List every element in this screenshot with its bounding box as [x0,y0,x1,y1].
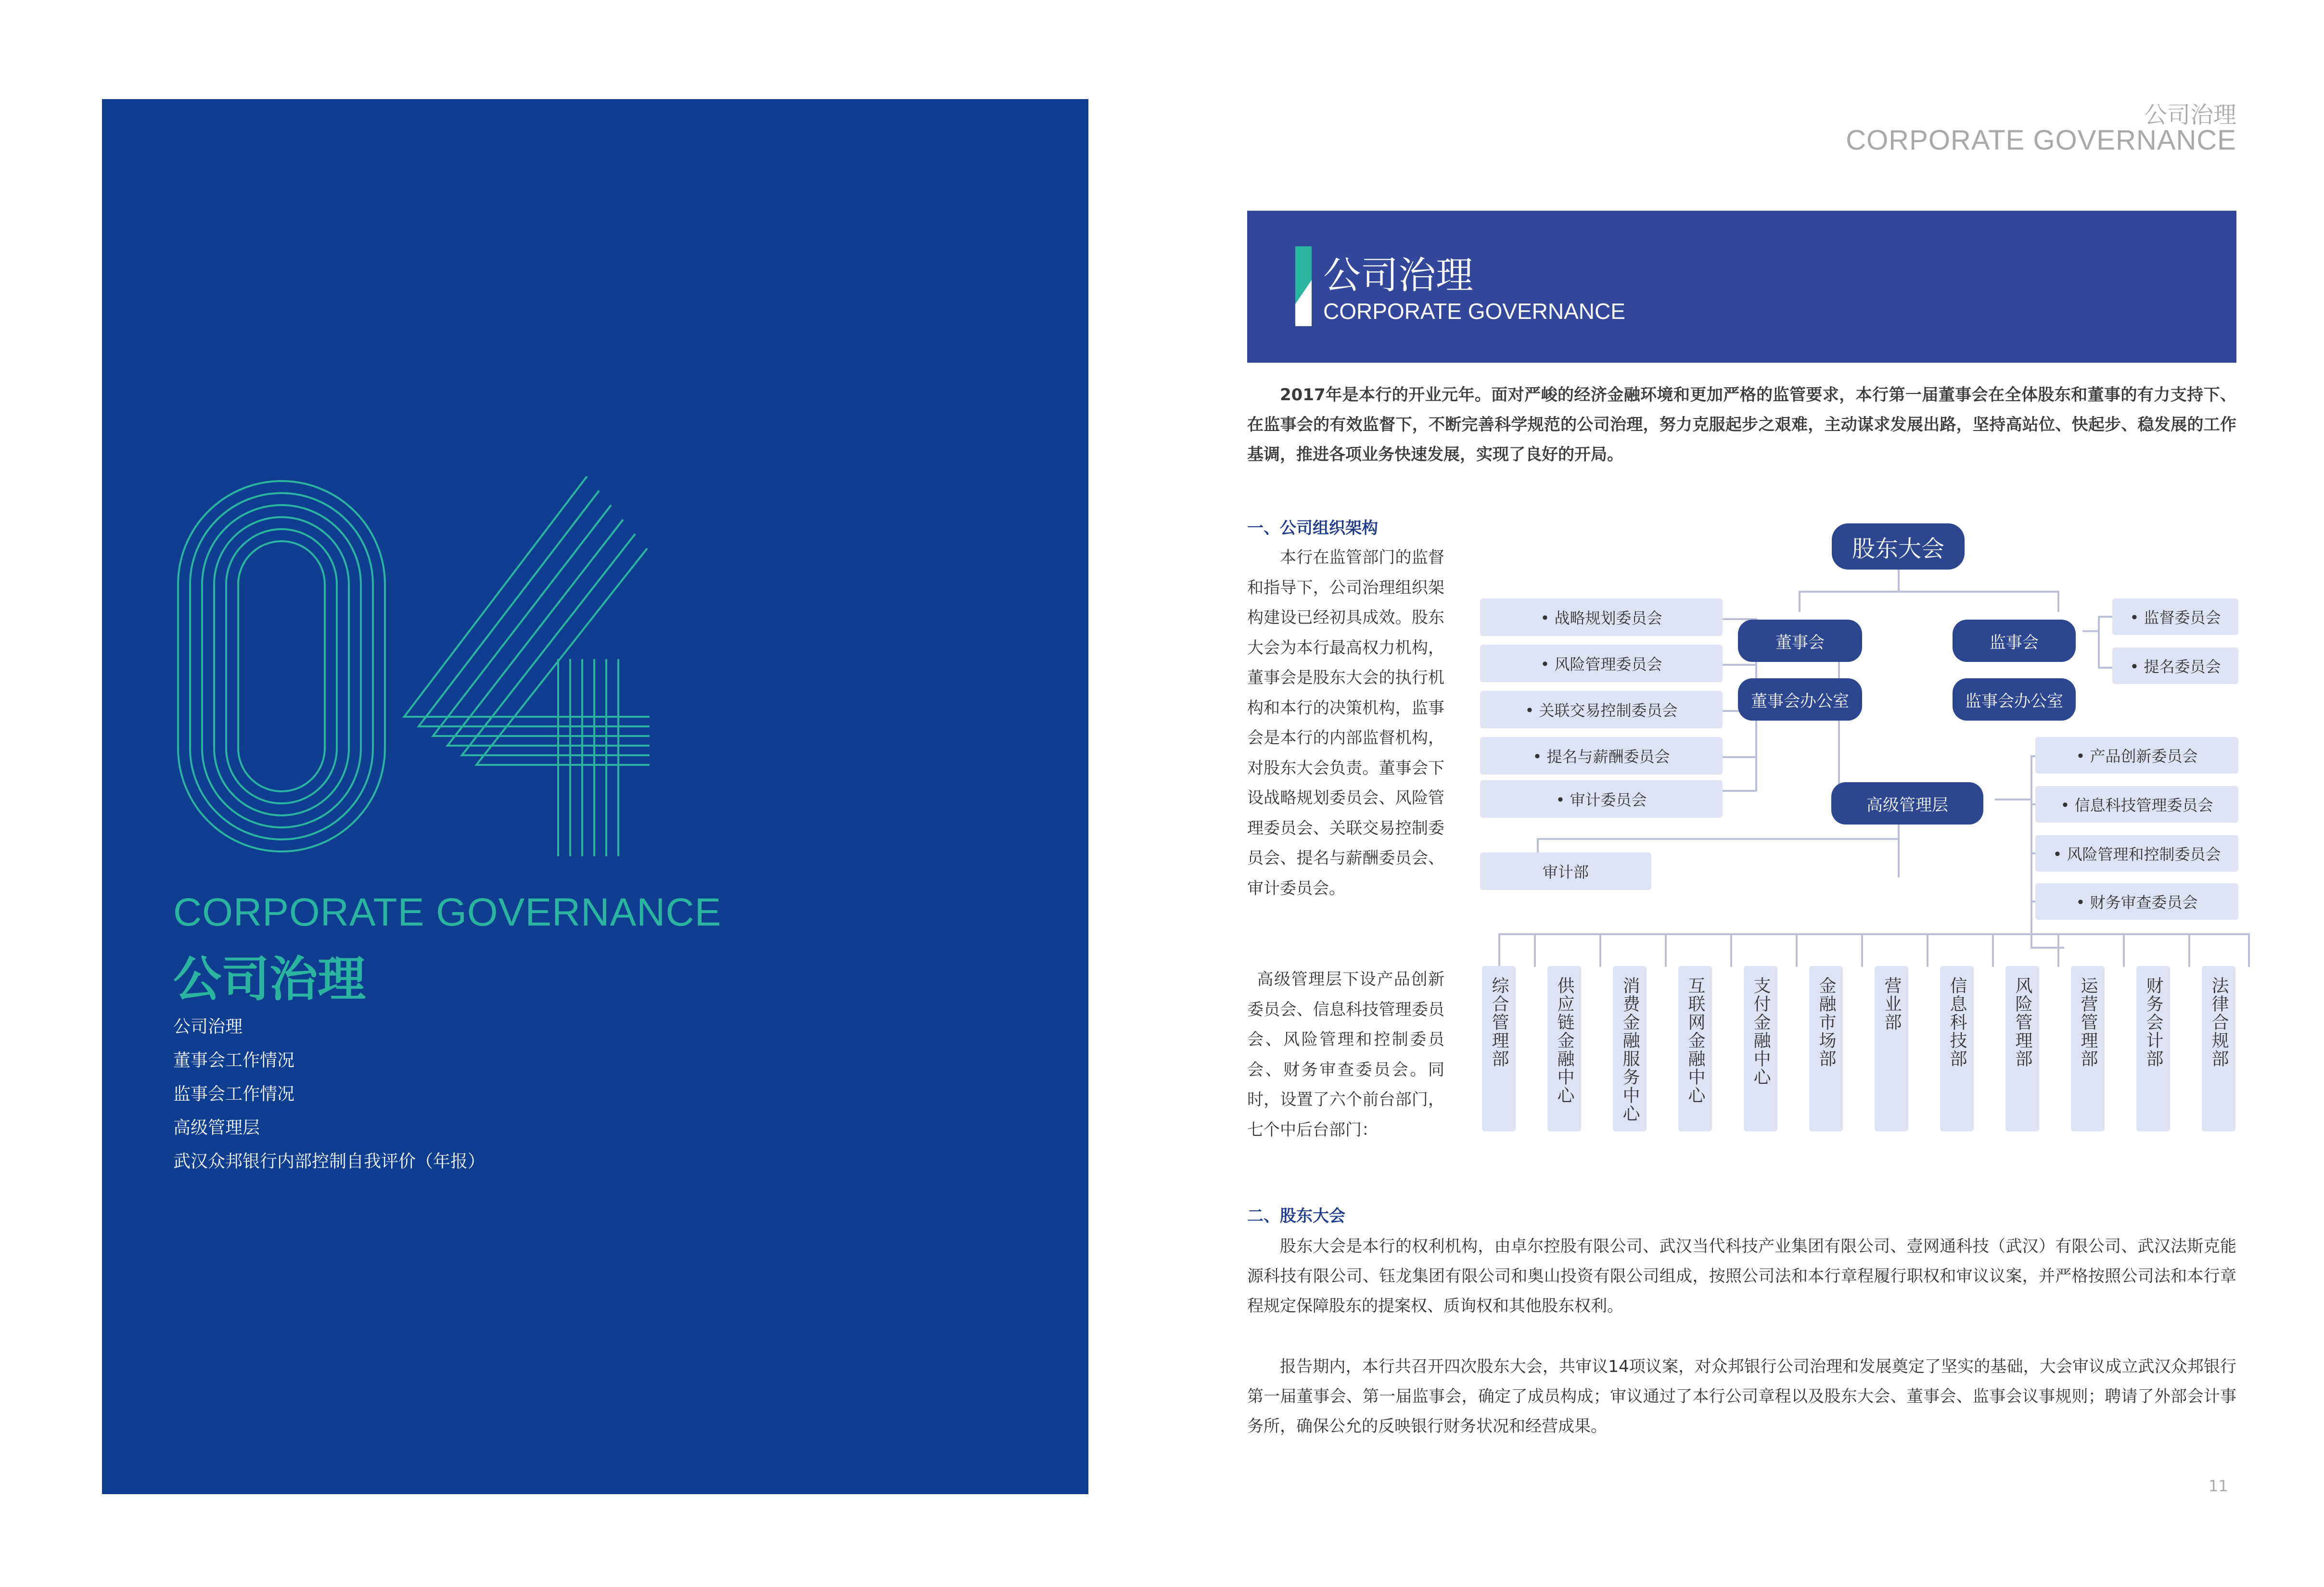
toc-item[interactable]: 公司治理 [173,1017,243,1037]
node-supervisors: 监事会 [1953,620,2076,662]
department: 支付金融中心 [1744,966,1777,1131]
left-title-en: CORPORATE GOVERNANCE [173,890,722,934]
supervisor-committee: • 提名委员会 [2112,647,2238,684]
board-committee: • 审计委员会 [1480,780,1723,818]
department: 风险管理部 [2005,966,2039,1131]
section1-paragraph2: 高级管理层下设产品创新委员会、信息科技管理委员会、风险管理和控制委员会、财务审查委员会。同时，设置了六个前台部门，七个中后台部门： [1247,970,1444,1140]
node-supervisors-office: 监事会办公室 [1953,678,2076,721]
department: 财务会计部 [2136,966,2170,1131]
management-committee: • 财务审查委员会 [2035,883,2238,920]
intro-paragraph: 2017年是本行的开业元年。面对严峻的经济金融环境和更加严格的监管要求，本行第一届董事会在全体股东和董事的有力支持下、在监事会的有效监督下，不断完善科学规范的公司治理，努力克服起步之艰难，主动谋求发展出路，坚持高站位、快起步、稳发展的工作基调，推进各项业务快速发展，实现了良好的开局。 [1247,385,2236,464]
banner-accent-mark [1295,246,1312,326]
department: 综合管理部 [1482,966,1516,1131]
chapter-toc [173,1010,485,1179]
management-committee: • 风险管理和控制委员会 [2035,835,2238,872]
node-senior-management: 高级管理层 [1831,782,1983,825]
department: 运营管理部 [2071,966,2105,1131]
section1-title: 一、公司组织架构 [1247,519,1378,538]
board-committee: • 战略规划委员会 [1480,598,1723,636]
audit-department: 审计部 [1480,852,1651,890]
toc-item[interactable]: 董事会工作情况 [173,1051,295,1070]
department: 金融市场部 [1809,966,1843,1131]
org-chart [1472,520,2242,1145]
node-board-office: 董事会办公室 [1738,678,1862,721]
department: 信息科技部 [1940,966,1974,1131]
section2-title: 二、股东大会 [1247,1206,1345,1226]
toc-item[interactable]: 武汉众邦银行内部控制自我评价（年报） [173,1152,485,1171]
left-title-zh: 公司治理 [173,951,366,1007]
department: 供应链金融中心 [1547,966,1581,1131]
section2-paragraph1: 股东大会是本行的权利机构，由卓尔控股有限公司、武汉当代科技产业集团有限公司、壹网通科技（武汉）有限公司、武汉法斯克能源科技有限公司、钰龙集团有限公司和奥山投资有限公司组成，按照公司法和本行章程履行职权和审议议案，并严格按照公司法和本行章程规定保障股东的提案权、质询权和其他股东权利。 [1247,1237,2236,1316]
running-header-en: CORPORATE GOVERNANCE [1846,125,2236,156]
banner-title-zh: 公司治理 [1323,254,1474,297]
node-shareholders-meeting: 股东大会 [1832,523,1965,570]
page-number: 11 [2209,1477,2228,1495]
toc-item[interactable]: 监事会工作情况 [173,1084,295,1104]
department: 法律合规部 [2202,966,2235,1131]
supervisor-committee: • 监督委员会 [2112,598,2238,635]
running-header-zh: 公司治理 [2144,102,2236,128]
department: 营业部 [1875,966,1908,1131]
management-committee: • 信息科技管理委员会 [2035,786,2238,823]
section1-paragraph1: 本行在监管部门的监督和指导下，公司治理组织架构建设已经初具成效。股东大会为本行最高权力机构，董事会是股东大会的执行机构和本行的决策机构，监事会是本行的内部监督机构，对股东大会负责。董事会下设战略规划委员会、风险管理委员会、关联交易控制委员会、提名与薪酬委员会、审计委员会。 [1247,548,1444,898]
chapter-number-04-graphic [173,476,654,861]
toc-item[interactable]: 高级管理层 [173,1118,260,1138]
board-committee: • 风险管理委员会 [1480,645,1723,682]
board-committee: • 提名与薪酬委员会 [1480,737,1723,774]
department: 消费金融服务中心 [1613,966,1647,1131]
section2-paragraph2: 报告期内，本行共召开四次股东大会，共审议14项议案，对众邦银行公司治理和发展奠定了坚实的基础，大会审议成立武汉众邦银行第一届董事会、第一届监事会，确定了成员构成；审议通过了本行公司章程以及股东大会、董事会、监事会议事规则；聘请了外部会计事务所，确保公允的反映银行财务状况和经营成果。 [1247,1357,2236,1436]
department: 互联网金融中心 [1678,966,1712,1131]
node-board: 董事会 [1738,620,1862,662]
board-committee: • 关联交易控制委员会 [1480,691,1723,728]
banner-title-en: CORPORATE GOVERNANCE [1323,299,1625,324]
management-committee: • 产品创新委员会 [2035,737,2238,774]
